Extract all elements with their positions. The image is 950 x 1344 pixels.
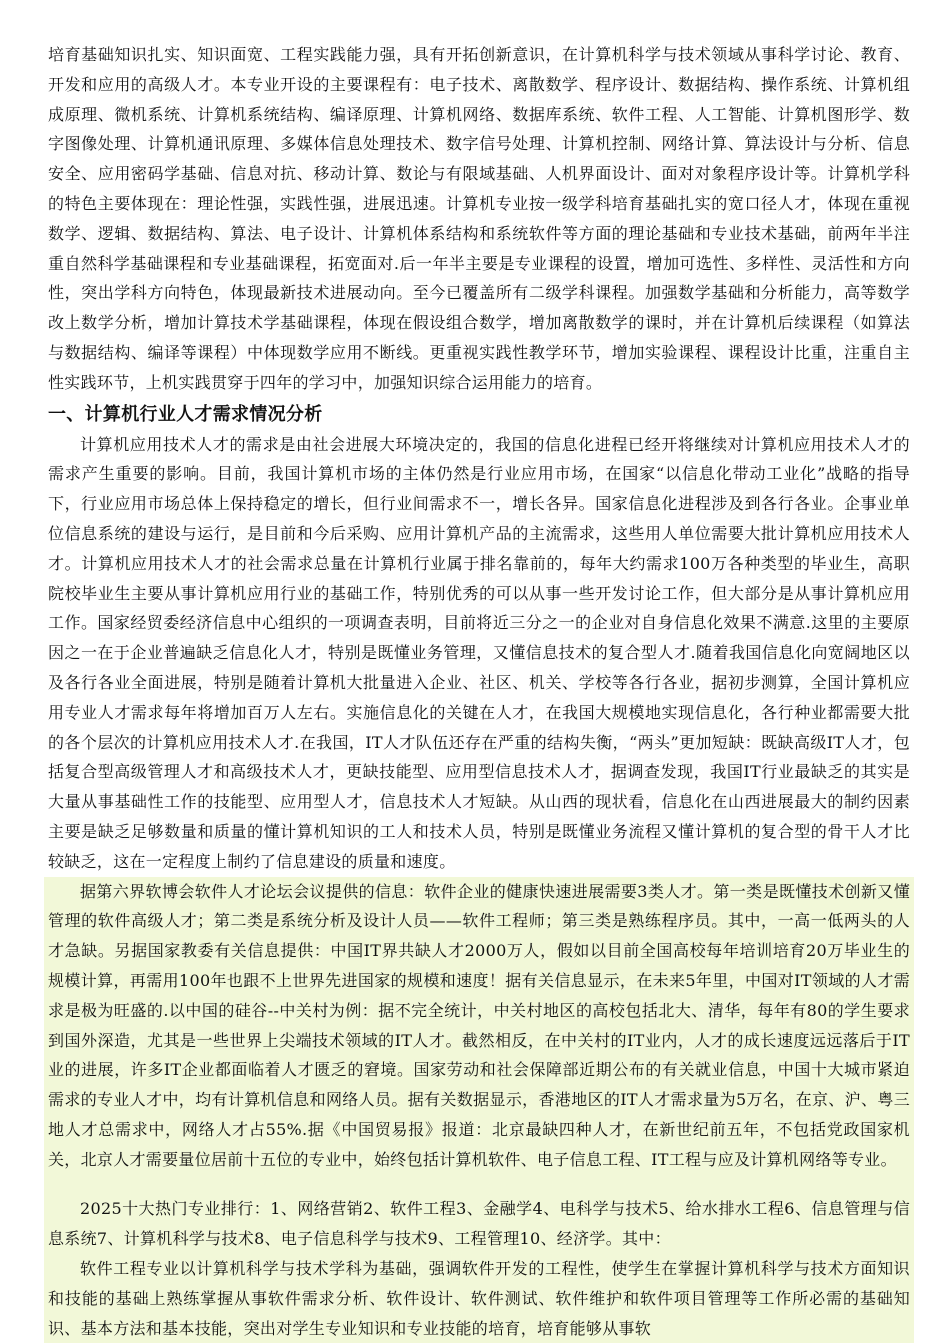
paragraph-software-engineering: 软件工程专业以计算机科学与技术学科为基础，强调软件开发的工程性，使学生在掌握计算机科学与技术方面知识和技能的基础上熟练掌握从事软件需求分析、软件设计、软件测试、软件维护和软件项目管理等工作所必需的基础知识、基本方法和基本技能，突出对学生专业知识和专业技能的培育，培育能够从事软 xyxy=(48,1259,910,1338)
paragraph-gap xyxy=(48,1174,910,1194)
highlighted-section xyxy=(44,877,914,1344)
paragraph-software-expo: 据第六界软博会软件人才论坛会议提供的信息：软件企业的健康快速进展需要3类人才。第一类是既懂技术创新又懂管理的软件高级人才；第二类是系统分析及设计人员——软件工程师；第三类是熟练程序员。其中，一高一低两头的人才急缺。另据国家教委有关信息提供：中国IT界共缺人才2000万人，假如以目前全国高校每年培训培育20万毕业生的规模计算，再需用100年也跟不上世界先进国家的规模和速度！据有关信息显示，在未来5年里，中国对IT领域的人才需求是极为旺盛的.以中国的硅谷--中关村为例：据不完全统计，中关村地区的高校包括北大、清华，每年有80的学生要求到国外深造，尤其是一些世界上尖端技术领域的IT人才。截然相反，在中关村的IT业内，人才的成长速度远远落后于IT业的进展，许多IT企业都面临着人才匮乏的窘境。国家劳动和社会保障部近期公布的有关就业信息，中国十大城市紧迫需求的专业人才中，均有计算机信息和网络人员。据有关数据显示，香港地区的IT人才需求量为5万名，在京、沪、粤三地人才总需求中，网络人才占55%.据《中国贸易报》报道：北京最缺四种人才，在新世纪前五年，不包括党政国家机关，北京人才需要量位居前十五位的专业中，始终包括计算机软件、电子信息工程、IT工程与应及计算机网络等专业。 xyxy=(48,881,910,1169)
section-heading: 一、计算机行业人才需求情况分析 xyxy=(48,403,323,425)
paragraph-hot-majors: 2025十大热门专业排行：1、网络营销2、软件工程3、金融学4、电科学与技术5、给水排水工程6、信息管理与信息系统7、计算机科学与技术8、电子信息科学与技术9、工程管理10、经济学。其中： xyxy=(48,1199,910,1249)
paragraph-talent-demand: 计算机应用技术人才的需求是由社会进展大环境决定的，我国的信息化进程已经开将继续对计算机应用技术人才的需求产生重要的影响。目前，我国计算机市场的主体仍然是行业应用市场，在国家“以信息化带动工业化”战略的指导下，行业应用市场总体上保持稳定的增长，但行业间需求不一，增长各异。国家信息化进程涉及到各行各业。企事业单位信息系统的建设与运行，是目前和今后采购、应用计算机产品的主流需求，这些用人单位需要大批计算机应用技术人才。计算机应用技术人才的社会需求总量在计算机行业属于排名靠前的，每年大约需求100万各种类型的毕业生，高职院校毕业生主要从事计算机应用行业的基础工作，特别优秀的可以从事一些开发讨论工作，但大部分是从事计算机应用工作。国家经贸委经济信息中心组织的一项调查表明，目前将近三分之一的企业对自身信息化效果不满意.这里的主要原因之一在于企业普遍缺乏信息化人才，特别是既懂业务管理，又懂信息技术的复合型人才.随着我国信息化向宽阔地区以及各行各业全面进展，特别是随着计算机大批量进入企业、社区、机关、学校等各行各业，据初步测算，全国计算机应用专业人才需求每年将增加百万人左右。实施信息化的关键在人才，在我国大规模地实现信息化，各行种业都需要大批的各个层次的计算机应用技术人才.在我国，IT人才队伍还存在严重的结构失衡，“两头”更加短缺：既缺高级IT人才，包括复合型高级管理人才和高级技术人才，更缺技能型、应用型信息技术人才，据调查发现，我国IT行业最缺乏的其实是大量从事基础性工作的技能型、应用型人才，信息技术人才短缺。从山西的现状看，信息化在山西进展最大的制约因素主要是缺乏足够数量和质量的懂计算机知识的工人和技术人员，特别是既懂业务流程又懂计算机的复合型的骨干人才比较缺乏，这在一定程度上制约了信息建设的质量和速度。 xyxy=(48,434,910,871)
intro-paragraph: 培育基础知识扎实、知识面宽、工程实践能力强，具有开拓创新意识，在计算机科学与技术领域从事科学讨论、教育、开发和应用的高级人才。本专业开设的主要课程有：电子技术、离散数学、程序设计、数据结构、操作系统、计算机组成原理、微机系统、计算机系统结构、编译原理、计算机网络、数据库系统、软件工程、人工智能、计算机图形学、数字图像处理、计算机通讯原理、多媒体信息处理技术、数字信号处理、计算机控制、网络计算、算法设计与分析、信息安全、应用密码学基础、信息对抗、移动计算、数论与有限域基础、人机界面设计、面对对象程序设计等。计算机学科的特色主要体现在：理论性强，实践性强，进展迅速。计算机专业按一级学科培育基础扎实的宽口径人才，体现在重视数学、逻辑、数据结构、算法、电子设计、计算机体系结构和系统软件等方面的理论基础和专业技术基础，前两年半注重自然科学基础课程和专业基础课程，拓宽面对.后一年半主要是专业课程的设置，增加可选性、多样性、灵活性和方向性，突出学科方向特色，体现最新技术进展动向。至今已覆盖所有二级学科课程。加强数学基础和分析能力，高等数学改上数学分析，增加计算技术学基础课程，体现在假设组合数学，增加离散数学的课时，并在计算机后续课程（如算法与数据结构、编译等课程）中体现数学应用不断线。更重视实践性教学环节，增加实验课程、课程设计比重，注重自主性实践环节，上机实践贯穿于四年的学习中，加强知识综合运用能力的培育。 xyxy=(48,45,910,392)
document-body xyxy=(48,40,910,1343)
